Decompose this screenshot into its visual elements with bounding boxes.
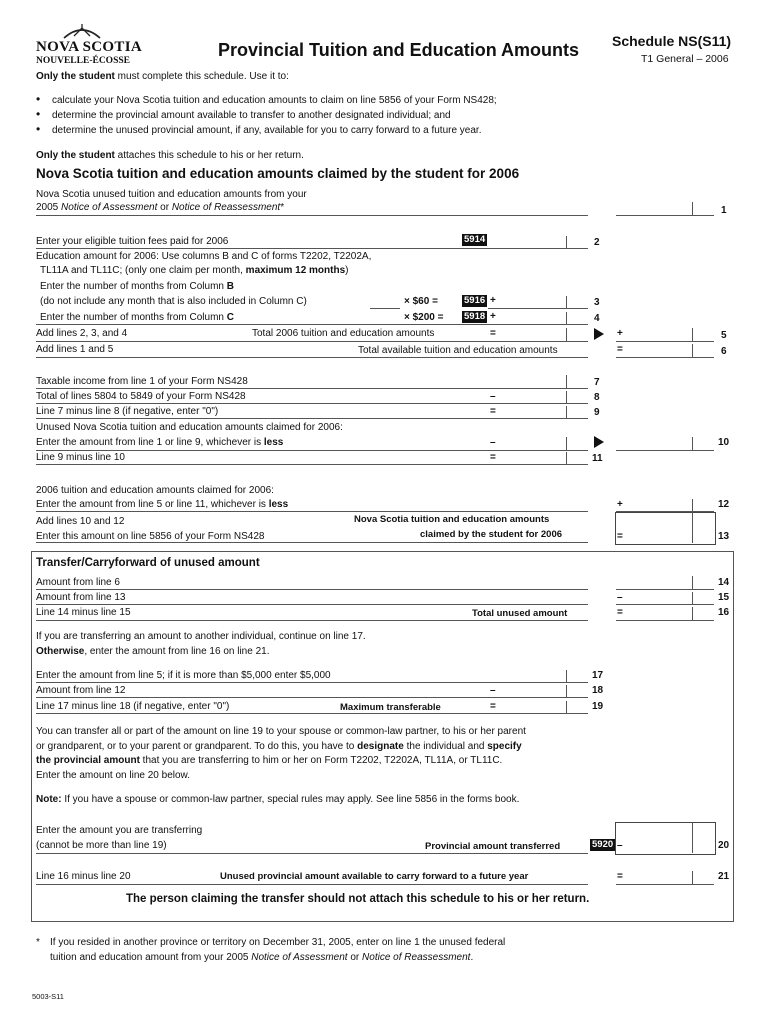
rule [36, 511, 588, 512]
code-5916: 5916 [464, 295, 486, 306]
rule [36, 341, 588, 342]
line15-field[interactable] [616, 604, 714, 605]
line7-field[interactable] [488, 388, 588, 389]
line16-total-label: Total unused amount [472, 608, 568, 619]
line13-field[interactable] [615, 512, 716, 545]
rule [36, 418, 490, 419]
equals-sign: = [617, 531, 623, 542]
transfer-paragraph-d: Enter the amount on line 20 below. [36, 770, 190, 781]
line3-field[interactable] [488, 308, 588, 309]
education-amount-text-a: Education amount for 2006: Use columns B and C of forms T2202, T2202A, [36, 251, 372, 262]
line4-label: Enter the number of months from Column C [40, 312, 234, 323]
line3-label-b: (do not include any month that is also included in Column C) [40, 296, 307, 307]
rule [36, 713, 490, 714]
line13-label-b: Enter this amount on line 5856 of your Form NS428 [36, 531, 265, 542]
line19-max-label: Maximum transferable [340, 702, 441, 713]
cents-divider [692, 592, 693, 604]
cents-divider [692, 871, 693, 884]
line20-label-a: Enter the amount you are transferring [36, 825, 203, 836]
line1-label-a: Nova Scotia unused tuition and education amounts from your [36, 189, 307, 200]
bullet-icon: • [36, 92, 41, 106]
plus-sign: + [617, 328, 623, 339]
minus-sign: – [490, 391, 496, 402]
arrow-right-icon [594, 436, 604, 448]
bullet-icon: • [36, 107, 41, 121]
line10-field[interactable] [616, 450, 714, 451]
intro-attach: Only the student attaches this schedule to his or her return. [36, 150, 304, 161]
line-number-4: 4 [594, 313, 600, 324]
transfer-paragraph-b: or grandparent, or to your parent or grandparent. To do this, you have to designate the individual and specify [36, 741, 522, 752]
rule [36, 450, 490, 451]
cents-divider [566, 328, 567, 341]
equals-sign: = [617, 871, 623, 882]
months-b-field[interactable] [370, 308, 400, 309]
line7-label: Taxable income from line 1 of your Form NS428 [36, 376, 248, 387]
equals-sign: = [617, 344, 623, 355]
line5-total-label: Total 2006 tuition and education amounts [252, 328, 435, 339]
line-number-18: 18 [592, 685, 604, 696]
note: Note: If you have a spouse or common-law partner, special rules may apply. See line 5856 in the forms book. [36, 794, 520, 805]
transfer-instruction-b: Otherwise, enter the amount from line 16 on line 21. [36, 646, 270, 657]
rule [36, 324, 588, 325]
footnote-line-a: If you resided in another province or territory on December 31, 2005, enter on line 1 the unused federal [50, 937, 506, 948]
logo-text: NOVA SCOTIA [36, 39, 142, 55]
cents-divider [692, 202, 693, 215]
line1-field[interactable] [616, 215, 714, 216]
line10-label-a: Unused Nova Scotia tuition and education amounts claimed for 2006: [36, 422, 343, 433]
line2-label: Enter your eligible tuition fees paid for 2006 [36, 236, 229, 247]
line10-label-b: Enter the amount from line 1 or line 9, whichever is less [36, 437, 284, 448]
education-amount-text-b: TL11A and TL11C; (only one claim per month, maximum 12 months) [40, 265, 349, 276]
line6-label: Add lines 1 and 5 [36, 344, 114, 355]
line-number-11: 11 [592, 453, 603, 464]
line12-label-a: 2006 tuition and education amounts claimed for 2006: [36, 485, 274, 496]
line3-multiplier: × $60 = [404, 296, 438, 307]
line20-label-b: (cannot be more than line 19) [36, 840, 167, 851]
minus-sign: – [617, 840, 623, 851]
cents-divider [692, 822, 693, 853]
line-number-16: 16 [718, 607, 730, 618]
minus-sign: – [490, 685, 496, 696]
line17-label: Enter the amount from line 5; if it is more than $5,000 enter $5,000 [36, 670, 331, 681]
code-5918: 5918 [464, 311, 486, 322]
plus-sign: + [490, 295, 496, 306]
cents-divider [692, 499, 693, 511]
line19-field[interactable] [488, 713, 588, 714]
line-number-1: 1 [721, 205, 727, 216]
line-number-2: 2 [594, 237, 600, 248]
rule [36, 884, 588, 885]
line9-field[interactable] [488, 418, 588, 419]
cents-divider [692, 576, 693, 589]
intro-lead: Only the student must complete this schedule. Use it to: [36, 71, 289, 82]
intro-bullet: determine the provincial amount available to transfer to another designated individual; and [52, 110, 451, 121]
line-number-9: 9 [594, 407, 600, 418]
line-number-7: 7 [594, 377, 600, 388]
rule [36, 464, 490, 465]
footnote-line-b: tuition and education amount from your 2005 Notice of Assessment or Notice of Reassessment. [50, 952, 474, 963]
rule [36, 388, 490, 389]
line-number-14: 14 [718, 577, 730, 588]
line14-label: Amount from line 6 [36, 577, 120, 588]
code-5920: 5920 [592, 839, 614, 850]
footnote-star: * [36, 937, 40, 948]
equals-sign: = [617, 607, 623, 618]
rule [36, 542, 588, 543]
plus-sign: + [490, 311, 496, 322]
cents-divider [566, 236, 567, 248]
arrow-right-icon [594, 328, 604, 340]
transfer-heading: Transfer/Carryforward of unused amount [36, 557, 260, 569]
line-number-12: 12 [718, 499, 730, 510]
equals-sign: = [490, 406, 496, 417]
transfer-instruction-a: If you are transferring an amount to another individual, continue on line 17. [36, 631, 366, 642]
cents-divider [566, 391, 567, 403]
line8-label: Total of lines 5804 to 5849 of your Form NS428 [36, 391, 246, 402]
cents-divider [566, 437, 567, 450]
line15-label: Amount from line 13 [36, 592, 126, 603]
intro-bullet: determine the unused provincial amount, if any, available for you to carry forward to a future year. [52, 125, 482, 136]
line6-total-label: Total available tuition and education amounts [358, 345, 558, 356]
line-number-15: 15 [718, 592, 730, 603]
rule [36, 403, 490, 404]
line-number-17: 17 [592, 670, 604, 681]
rule [36, 853, 588, 854]
rule [36, 589, 588, 590]
cents-divider [566, 452, 567, 464]
rule [36, 604, 588, 605]
cents-divider [566, 296, 567, 308]
rule [36, 682, 588, 683]
line-number-19: 19 [592, 701, 604, 712]
line20-total-label: Provincial amount transferred [425, 841, 561, 852]
logo-subtext: NOUVELLE-ÉCOSSE [36, 56, 130, 66]
line10-field-left[interactable] [488, 450, 588, 451]
page-title: Provincial Tuition and Education Amounts [218, 40, 580, 60]
cents-divider [566, 312, 567, 324]
line-number-8: 8 [594, 392, 600, 403]
minus-sign: – [490, 437, 496, 448]
equals-sign: = [490, 328, 496, 339]
line13-total-a: Nova Scotia tuition and education amounts [354, 514, 550, 525]
line18-label: Amount from line 12 [36, 685, 126, 696]
rule [36, 697, 490, 698]
cents-divider [566, 701, 567, 713]
line18-field[interactable] [488, 697, 588, 698]
line5-label: Add lines 2, 3, and 4 [36, 328, 128, 339]
line5-field[interactable] [616, 341, 714, 342]
cents-divider [566, 375, 567, 388]
rule [36, 248, 588, 249]
cents-divider [692, 437, 693, 450]
line-number-20: 20 [718, 840, 730, 851]
line21-label: Line 16 minus line 20 [36, 871, 131, 882]
cents-divider [566, 685, 567, 697]
line3-label-a: Enter the number of months from Column B [40, 281, 234, 292]
intro-bullet: calculate your Nova Scotia tuition and education amounts to claim on line 5856 of your Form NS428; [52, 95, 497, 106]
rule [36, 620, 588, 621]
cents-divider [566, 406, 567, 418]
line21-field[interactable] [616, 884, 714, 885]
line11-label: Line 9 minus line 10 [36, 452, 125, 463]
line8-field[interactable] [488, 403, 588, 404]
cents-divider [692, 607, 693, 620]
line20-field[interactable] [615, 822, 716, 855]
line13-label-a: Add lines 10 and 12 [36, 516, 125, 527]
equals-sign: = [490, 701, 496, 712]
line9-label: Line 7 minus line 8 (if negative, enter "0") [36, 406, 219, 417]
nova-scotia-logo-mark [60, 24, 104, 40]
line-number-10: 10 [718, 437, 730, 448]
line-number-5: 5 [721, 330, 727, 341]
bullet-icon: • [36, 122, 41, 136]
line-number-21: 21 [718, 871, 730, 882]
line1-label-b: 2005 Notice of Assessment or Notice of Reassessment* [36, 202, 285, 213]
line6-field[interactable] [616, 357, 714, 358]
form-code: 5003-S11 [32, 992, 64, 1001]
transfer-paragraph-c: the provincial amount that you are transferring to him or her on Form T2202, T2202A, TL11A, or TL11C. [36, 755, 503, 766]
line19-label: Line 17 minus line 18 (if negative, enter "0") [36, 701, 230, 712]
plus-sign: + [617, 499, 623, 510]
line-number-6: 6 [721, 346, 727, 357]
rule [36, 215, 588, 216]
cents-divider [692, 328, 693, 341]
line13-total-b: claimed by the student for 2006 [420, 529, 563, 540]
cents-divider [692, 344, 693, 357]
cents-divider [692, 512, 693, 543]
form-subtitle: T1 General – 2006 [641, 53, 729, 65]
line16-field[interactable] [616, 620, 714, 621]
schedule-id: Schedule NS(S11) [612, 33, 732, 49]
line11-field[interactable] [488, 464, 588, 465]
attach-warning: The person claiming the transfer should not attach this schedule to his or her return. [126, 893, 590, 905]
code-5914: 5914 [464, 234, 486, 245]
rule [36, 357, 588, 358]
equals-sign: = [490, 452, 496, 463]
line12-label-b: Enter the amount from line 5 or line 11, whichever is less [36, 499, 289, 510]
transfer-paragraph-a: You can transfer all or part of the amount on line 19 to your spouse or common-law partner, to his or her parent [36, 726, 526, 737]
line4-multiplier: × $200 = [404, 312, 444, 323]
line14-field[interactable] [616, 589, 714, 590]
line21-total-label: Unused provincial amount available to carry forward to a future year [220, 871, 529, 882]
cents-divider [566, 670, 567, 682]
minus-sign: – [617, 592, 623, 603]
line-number-3: 3 [594, 297, 600, 308]
section-heading: Nova Scotia tuition and education amounts claimed by the student for 2006 [36, 166, 520, 181]
line-number-13: 13 [718, 531, 730, 542]
line16-label: Line 14 minus line 15 [36, 607, 131, 618]
